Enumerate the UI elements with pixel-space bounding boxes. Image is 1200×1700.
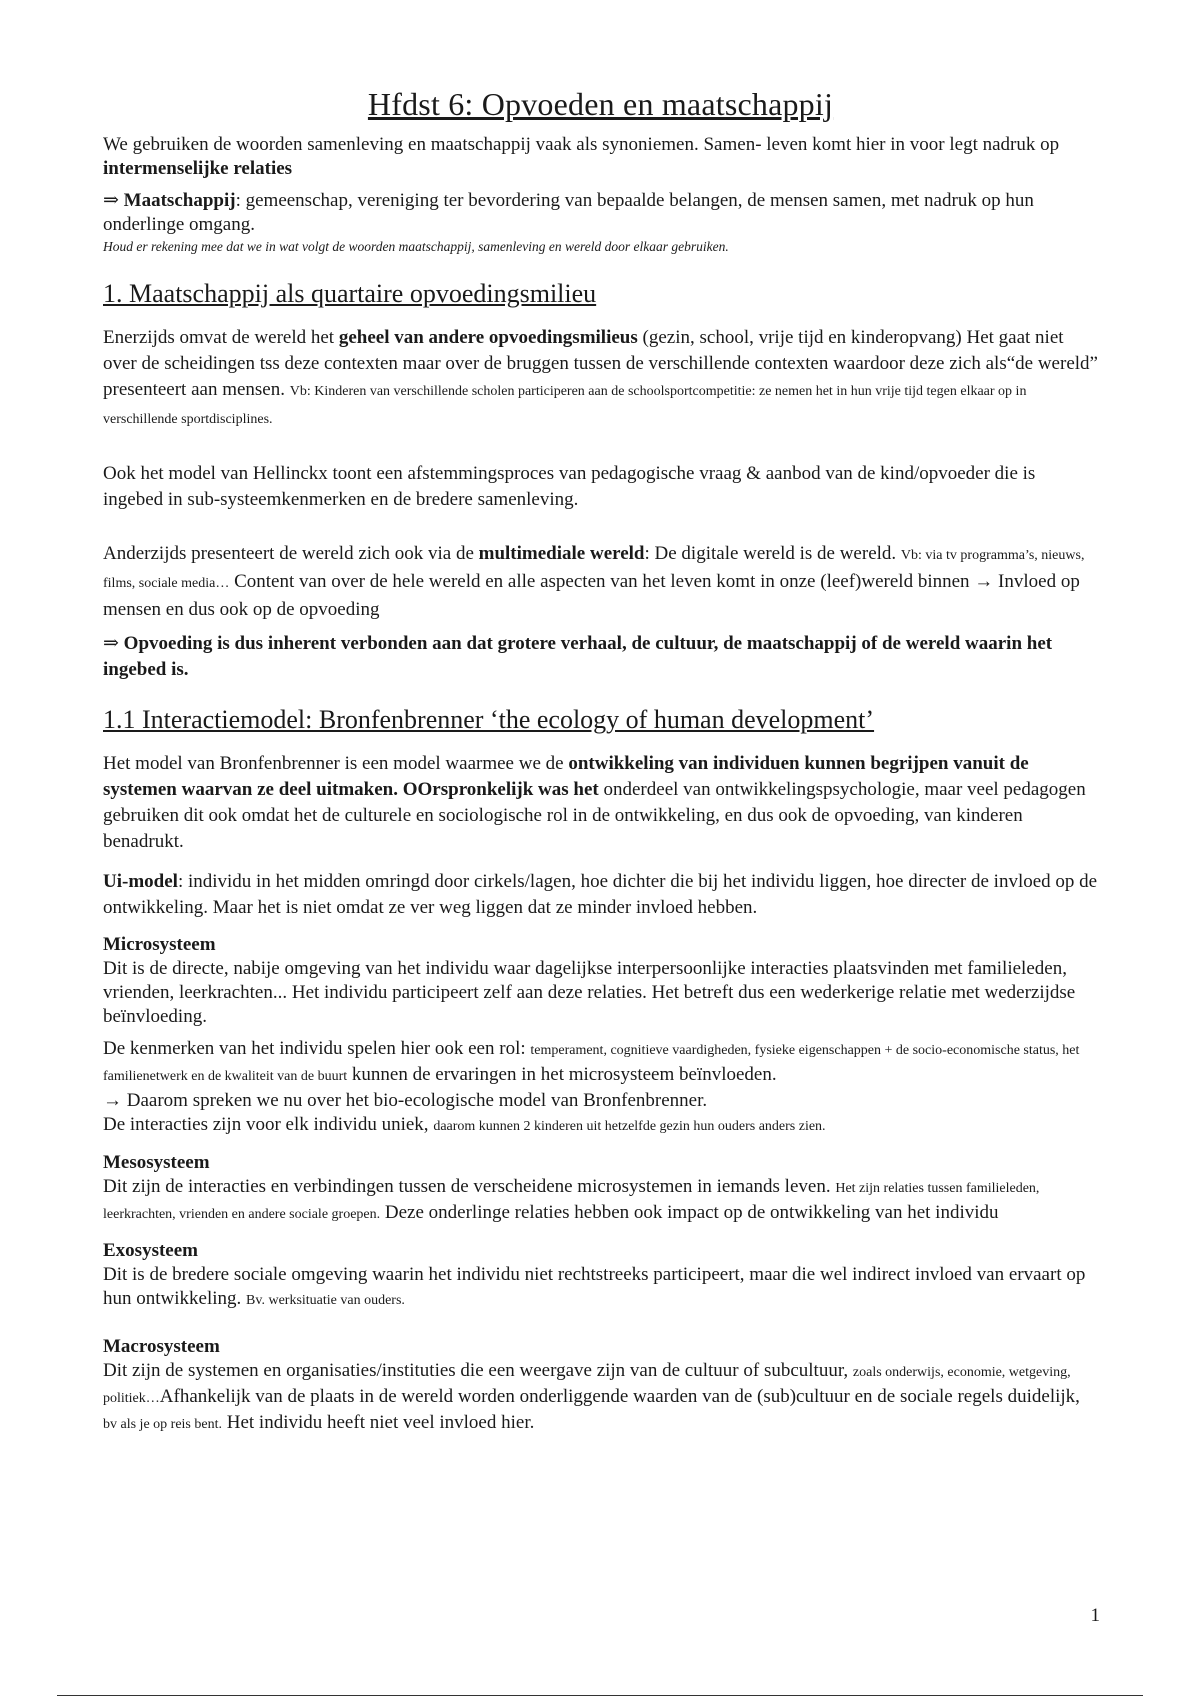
section-1-1-heading: 1.1 Interactiemodel: Bronfenbrenner ‘the ecology of human development’: [103, 705, 875, 734]
microsysteem-paragraph-4: De interacties zijn voor elk individu uniek, daarom kunnen 2 kinderen uit hetzelfde gezin hun ouders anders zien.: [103, 1114, 826, 1135]
intro-bold-term: intermenselijke relaties: [103, 158, 293, 179]
microsysteem-paragraph-2: De kenmerken van het individu spelen hier ook een rol: temperament, cognitieve vaardigheden, fysieke eigenschappen + de socio-economische status, het familienetwerk en de kwaliteit van de buurt kunnen de ervaringen in het microsysteem beïnvloeden.: [103, 1038, 1080, 1085]
intro-paragraph: We gebruiken de woorden samenleving en maatschappij vaak als synoniemen. Samen- leven komt hier in voor legt nadruk op intermenselijke relaties: [103, 134, 1060, 179]
macrosysteem-paragraph: Dit zijn de systemen en organisaties/instituties die een weergave zijn van de cultuur of subcultuur, zoals onderwijs, economie, wetgeving, politiek…Afhankelijk van de plaats in de wereld worden onderliggende waarden van de (sub)cultuur en de sociale regels duidelijk, bv als je op reis bent. Het individu heeft niet veel invloed hier.: [103, 1360, 1080, 1433]
implies-arrow-icon: ⇒: [103, 190, 124, 211]
section-1-paragraph-2: Ook het model van Hellinckx toont een afstemmingsproces van pedagogische vraag & aanbod van de kind/opvoeder die is ingebed in sub-systeemkenmerken en de bredere samenleving.: [103, 463, 1036, 510]
exosysteem-heading: Exosysteem: [103, 1240, 198, 1261]
exosysteem-paragraph: Dit is de bredere sociale omgeving waarin het individu niet rechtstreeks participeert, maar die wel indirect invloed van ervaart op hun ontwikkeling. Bv. werksituatie van ouders.: [103, 1264, 1086, 1309]
mesosysteem-paragraph: Dit zijn de interacties en verbindingen tussen de verscheidene microsystemen in iemands leven. Het zijn relaties tussen familieleden, leerkrachten, vrienden en andere sociale groepen. Deze onderlinge relaties hebben ook impact op de ontwikkeling van het individu: [103, 1176, 1040, 1223]
usage-note: Houd er rekening mee dat we in wat volgt de woorden maatschappij, samenleving en wereld door elkaar gebruiken.: [103, 239, 729, 254]
microsysteem-heading: Microsysteem: [103, 934, 216, 955]
document-body: [103, 86, 1098, 1437]
section-1-conclusion: ⇒ Opvoeding is dus inherent verbonden aan dat grotere verhaal, de cultuur, de maatschappij of de wereld waarin het ingebed is.: [103, 633, 1053, 680]
maatschappij-definition: ⇒ Maatschappij: gemeenschap, vereniging ter bevordering van bepaalde belangen, de mensen samen, met nadruk op hun onderlinge omgang.: [103, 190, 1034, 235]
section-1-heading: 1. Maatschappij als quartaire opvoedingsmilieu: [103, 279, 597, 308]
ui-model-paragraph: Ui-model: individu in het midden omringd door cirkels/lagen, hoe dichter die bij het individu liggen, hoe directer de invloed op de ontwikkeling. Maar het is niet omdat ze ver weg liggen dat ze minder invloed hebben.: [103, 871, 1098, 918]
microsysteem-paragraph-3: → Daarom spreken we nu over het bio-ecologische model van Bronfenbrenner.: [103, 1090, 708, 1111]
mesosysteem-heading: Mesosysteem: [103, 1152, 210, 1173]
footer-divider: [57, 1695, 1143, 1696]
section-1-1-paragraph-1: Het model van Bronfenbrenner is een model waarmee we de ontwikkeling van individuen kunnen begrijpen vanuit de systemen waarvan ze deel uitmaken. OOrspronkelijk was het onderdeel van ontwikkelingspsychologie, maar veel pedagogen gebruiken dit ook omdat het de culturele en sociologische rol in de ontwikkeling, en dus ook de opvoeding, van kinderen benadrukt.: [103, 753, 1086, 852]
page-number: 1: [1090, 1605, 1100, 1626]
section-1-paragraph-1: Enerzijds omvat de wereld het geheel van andere opvoedingsmilieus (gezin, school, vrije tijd en kinderopvang) Het gaat niet over de scheidingen tss deze contexten maar over de bruggen tussen de verschillende contexten waardoor deze zich als“de wereld” presenteert aan mensen. Vb: Kinderen van verschillende scholen participeren aan de schoolsportcompetitie: ze nemen het in hun vrije tijd tegen elkaar op in verschillende sportdisciplines.: [103, 327, 1098, 427]
section-1-paragraph-3: Anderzijds presenteert de wereld zich ook via de multimediale wereld: De digitale wereld is de wereld. Vb: via tv programma’s, nieuws, films, sociale media… Content van over de hele wereld en alle aspecten van het leven komt in onze (leef)wereld binnen → Invloed op mensen en dus ook op de opvoeding: [103, 543, 1085, 620]
microsysteem-paragraph-1: Dit is de directe, nabije omgeving van het individu waar dagelijkse interpersoonlijke interacties plaatsvinden met familieleden, vrienden, leerkrachten... Het individu participeert zelf aan deze relaties. Het betreft dus een wederkerige relatie met wederzijdse beïnvloeding.: [103, 958, 1076, 1027]
macrosysteem-heading: Macrosysteem: [103, 1336, 220, 1357]
implies-arrow-icon: ⇒: [103, 633, 124, 654]
page-title: Hfdst 6: Opvoeden en maatschappij: [367, 86, 834, 122]
